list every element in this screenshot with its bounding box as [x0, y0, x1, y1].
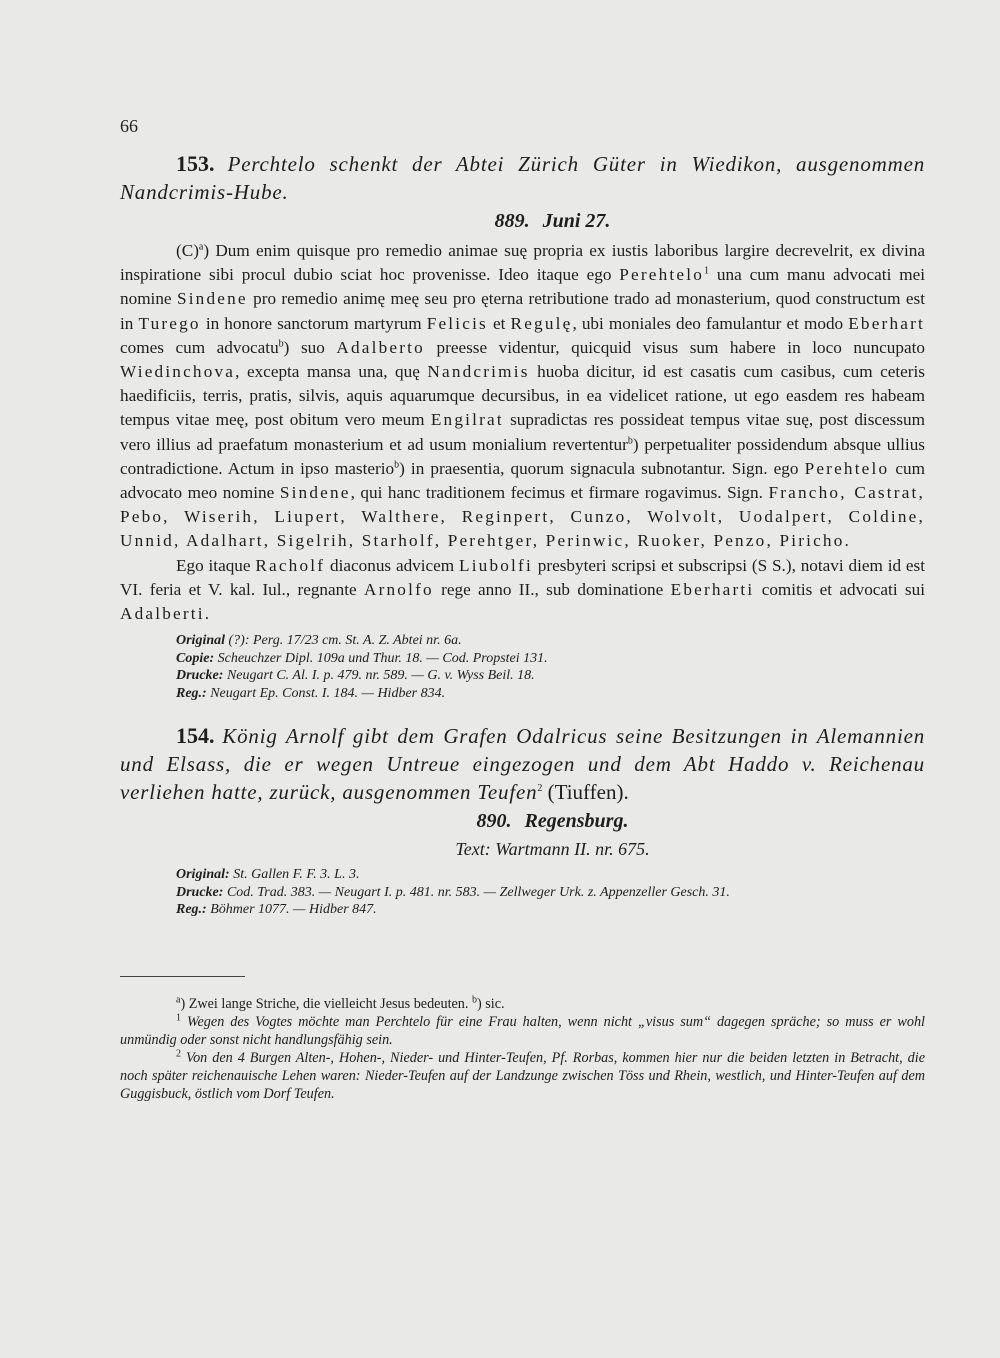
doc-153-date	[180, 210, 925, 233]
text-segment: Ego itaque	[176, 555, 256, 575]
footnote-ref: b	[394, 459, 400, 471]
footnote-ab	[120, 995, 925, 1013]
name-spaced: Nandcrimis	[427, 362, 530, 382]
source-label: Original	[176, 633, 226, 649]
text-segment: pro remedio animę meę seu pro ęterna retributione trado ad monasterium, quod constructum est in	[120, 289, 925, 333]
source-text: Cod. Trad. 383. — Neugart I. p. 481. nr. 583. — Zellweger Urk. z. Appenzeller Gesch. 31.	[223, 884, 730, 900]
doc-154-year: 890.	[476, 810, 512, 833]
footnote-divider	[120, 976, 245, 977]
text-segment: ) perpetualiter possidendum absque ullius contradictione. Actum in ipso masterio	[120, 434, 925, 478]
doc-153-charter-text	[120, 239, 925, 554]
text-segment: ) in praesentia, quorum signacula subnotantur. Sign. ego	[399, 458, 805, 478]
doc-153-scribe-text	[120, 554, 925, 627]
text-segment: ) Dum enim quisque pro remedio animae suę propria ex iustis laboribus largire decrevelrit, ex divina inspiratione sibi procul dubio sciat hoc provenisse. Ideo itaque ego	[120, 241, 925, 285]
doc-153-number: 153.	[176, 151, 215, 176]
doc-154-title: König Arnolf gibt dem Grafen Odalricus seine Besitzungen in Alemannien und Elsass, die er wegen Untreue eingezogen und dem Abt Haddo v. Reichenau verliehen hatte, zurück, ausgenommen Teufen	[120, 724, 926, 805]
source-label: Drucke:	[176, 668, 224, 684]
source-label: Drucke:	[176, 884, 224, 900]
footnote-ref: a	[198, 241, 204, 253]
name-spaced: Racholf	[255, 555, 326, 575]
doc-153-sources	[176, 632, 925, 702]
source-label: Reg.:	[176, 902, 207, 918]
footnote-text: ) sic.	[477, 996, 505, 1012]
source-line	[176, 650, 925, 668]
footnote-ref: 2	[537, 783, 543, 795]
footnote-marker: a	[176, 994, 181, 1006]
name-spaced: Perehtelo	[804, 458, 890, 478]
doc-154-number: 154.	[176, 723, 215, 749]
text-segment: , ubi moniales deo famulantur et modo	[572, 313, 849, 333]
footnote-1	[120, 1013, 925, 1049]
name-spaced: Sindene	[176, 289, 248, 309]
source-line	[176, 632, 925, 650]
text-segment: .	[204, 604, 210, 624]
doc-153-title: Perchtelo schenkt der Abtei Zürich Güter in Wiedikon, ausgenommen Nandcrimis-Hube.	[120, 152, 925, 204]
source-text: Böhmer 1077. — Hidber 847.	[206, 902, 377, 918]
name-spaced: Turego	[138, 313, 201, 333]
doc-154-sources	[176, 866, 925, 919]
text-segment: et	[487, 313, 511, 333]
doc-154-heading	[120, 722, 925, 806]
doc-154-place: Regensburg.	[524, 810, 629, 833]
text-segment: preesse videntur, quicquid visus sum habere in loco nuncupato	[424, 337, 925, 357]
footnote-text: ) Zwei lange Striche, die vielleicht Jesus bedeuten.	[180, 996, 472, 1012]
name-spaced: Adalberti	[120, 604, 205, 624]
source-text: Neugart C. Al. I. p. 479. nr. 589. — G. v. Wyss Beil. 18.	[223, 668, 535, 684]
source-line	[176, 685, 925, 703]
witness-list: Francho, Castrat, Pebo, Wiserih, Liupert, Walthere, Reginpert, Cunzo, Wolvolt, Uodalpert, Coldine, Unnid, Adalhart, Sigelrih, Starholf, Perehtger, Perinwic, Ruoker, Penzo, Piricho.	[120, 483, 926, 551]
doc-153-day: Juni 27.	[542, 210, 611, 232]
source-label: Reg.:	[176, 685, 207, 701]
footnote-marker: 1	[176, 1012, 181, 1024]
page-number: 66	[120, 116, 138, 136]
text-segment: (C)	[176, 241, 199, 260]
text-segment: , qui hanc traditionem fecimus et firmare rogavimus. Sign.	[350, 483, 769, 503]
text-segment: huoba dicitur, id est casatis cum casibus, cum ceteris haedificiis, terris, pratis, silvis, aquis aquarumque decursibus, in ea videlicet ratione, ut ego easdem res habeam tempus vitae meę, post obitum vero meum	[120, 362, 925, 430]
source-line	[176, 866, 925, 884]
footnote-marker: 2	[176, 1048, 181, 1060]
source-line	[176, 901, 925, 919]
source-text: (?): Perg. 17/23 cm. St. A. Z. Abtei nr. 6a.	[225, 633, 462, 649]
name-spaced: Engilrat	[430, 410, 504, 430]
text-segment: , excepta mansa una, quę	[235, 362, 428, 382]
source-line	[176, 884, 925, 902]
name-spaced: Arnolfo	[363, 579, 434, 599]
text-segment: una cum manu advocati mei nomine	[120, 265, 925, 309]
text-segment: diaconus advicem	[325, 555, 459, 575]
footnote-ref: b	[627, 434, 633, 446]
footnote-ref: b	[278, 338, 284, 350]
text-segment: in honore sanctorum martyrum	[200, 313, 427, 333]
text-segment: presbyteri scripsi et subscripsi (S S.), notavi diem id est VI. feria et V. kal. Iul., regnante	[120, 555, 925, 599]
footnote-text: Von den 4 Burgen Alten-, Hohen-, Nieder- und Hinter-Teufen, Pf. Rorbas, kommen hier nur die beiden letzten in Betracht, die noch später reichenauische Lehen waren: Nieder-Teufen auf der Landzunge zwischen Töss und Rhein, westlich, und Hinter-Teufen auf dem Guggisbuck, östlich vom Dorf Teufen.	[120, 1050, 925, 1102]
doc-154-title-plain: (Tiuffen).	[542, 780, 629, 805]
text-segment: comitis et advocati sui	[754, 579, 925, 599]
text-segment: supradictas res possideat tempus vitae suę, post discessum vero illius ad praefatum monasterium et ad usum monialium revertentur	[120, 410, 925, 454]
footnote-2	[120, 1049, 925, 1103]
name-spaced: Eberharti	[670, 579, 755, 599]
name-spaced: Perehtelo	[619, 265, 705, 285]
name-spaced: Sindene	[279, 483, 351, 503]
source-label: Original:	[176, 867, 230, 883]
footnotes	[120, 995, 925, 1103]
source-text: Neugart Ep. Const. I. 184. — Hidber 834.	[206, 685, 446, 701]
name-spaced: Adalberto	[336, 337, 425, 357]
doc-154-text-reference: Text: Wartmann II. nr. 675.	[455, 839, 650, 860]
name-spaced: Liubolfi	[459, 555, 533, 575]
doc-153-heading	[120, 150, 925, 206]
source-text: St. Gallen F. F. 3. L. 3.	[229, 867, 360, 883]
source-line	[176, 667, 925, 685]
text-segment: rege anno II., sub dominatione	[433, 579, 671, 599]
name-spaced: Eberhart	[848, 313, 926, 333]
name-spaced: Wiedinchova	[120, 362, 236, 382]
source-label: Copie:	[176, 650, 215, 666]
text-segment: ) suo	[283, 337, 337, 357]
doc-154-date	[180, 810, 925, 833]
text-segment: comes cum advocatu	[120, 337, 279, 357]
doc-153-year: 889.	[494, 210, 530, 232]
footnote-text: Wegen des Vogtes möchte man Perchtelo für eine Frau halten, wenn nicht „visus sum“ dagegen spräche; so muss er wohl unmündig oder sonst nicht handlungsfähig sein.	[120, 1014, 925, 1048]
content	[120, 150, 925, 919]
text-segment: cum advocato meo nomine	[120, 458, 925, 503]
name-spaced: Regulę	[510, 313, 573, 333]
footnote-marker: b	[472, 994, 477, 1006]
footnote-ref: 1	[704, 265, 710, 277]
name-spaced: Felicis	[426, 313, 488, 333]
source-text: Scheuchzer Dipl. 109a und Thur. 18. — Cod. Propstei 131.	[214, 650, 548, 666]
